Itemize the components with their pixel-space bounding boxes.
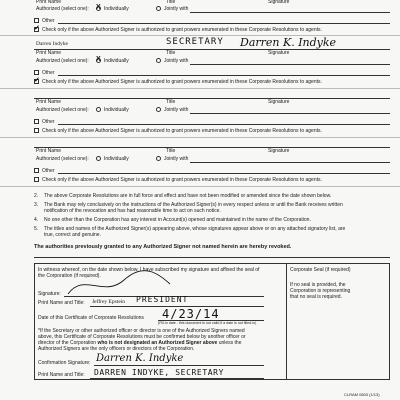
other-label-1: Other — [42, 18, 55, 24]
jointly-radio-3[interactable] — [156, 107, 161, 112]
clause-2-num: 2. — [34, 193, 39, 199]
secretary-note-1: *If the Secretary or other authorized officer or director is one of the Authorized Signers named — [38, 328, 245, 334]
clause-4-num: 4. — [34, 217, 39, 223]
signature-label-2: Signature — [268, 50, 290, 56]
jointly-label-3: Jointly with — [164, 107, 189, 113]
grant-check-mark-2: ✓ — [34, 77, 40, 84]
individually-label-4: Individually — [104, 156, 129, 162]
confirm-name-line — [90, 378, 264, 379]
secretary-note-3c: unless the — [217, 340, 242, 346]
witness-text-1: In witness whereof, on the date shown below, I have subscribed my signature and affixed the seal of — [38, 267, 260, 273]
print-name-typed: Jeffrey Epstein — [92, 299, 126, 305]
date-value: 4/23/14 — [162, 307, 220, 321]
authorized-label-4: Authorized (select one): — [36, 156, 89, 162]
separator-4 — [0, 186, 400, 187]
other-checkbox-2[interactable] — [34, 70, 39, 75]
jointly-radio-1[interactable] — [156, 6, 161, 11]
title-label-4: Title — [166, 148, 176, 154]
confirmation-signature-label: Confirmation Signature: — [38, 360, 91, 366]
jointly-label-1: Jointly with — [164, 6, 189, 12]
grant-checkbox-4[interactable] — [34, 177, 39, 182]
other-label-2: Other — [42, 70, 55, 76]
grant-label-2: Check only if the above Authorized Signer is authorized to grant powers enumerated in these Corporate Resolutions to agents. — [42, 79, 322, 85]
name-line-3 — [34, 98, 390, 99]
clause-3-num: 3. — [34, 202, 39, 208]
print-name-label-3: Print Name — [36, 99, 62, 105]
individually-radio-3[interactable] — [96, 107, 101, 112]
grant-label-1: Check only if the above Authorized Signer is authorized to grant powers enumerated in these Corporate Resolutions to agents. — [42, 27, 322, 33]
other-label-3: Other — [42, 119, 55, 125]
title-label-2: Title — [166, 50, 176, 56]
jointly-line-3 — [190, 113, 390, 114]
secretary-note-3a: director of the Corporation — [38, 340, 98, 346]
title-value-2: SECRETARY — [166, 37, 224, 47]
date-label: Date of this Certificate of Corporate Resolutions — [38, 315, 144, 321]
individually-radio-4[interactable] — [96, 156, 101, 161]
revoked-statement: The authorities previously granted to any Authorized Signer not named herein are hereby revoked. — [34, 244, 292, 250]
jointly-label-4: Jointly with — [164, 156, 189, 162]
witness-text-2: the Corporation (if required). — [38, 273, 101, 279]
individually-check-mark-2: X — [96, 56, 101, 63]
jointly-radio-2[interactable] — [156, 58, 161, 63]
separator-3 — [0, 137, 400, 138]
clause-5-text: The titles and names of the Authorized Signer(s) appearing above, whose signatures appear above or on any attached signatory list, are — [44, 226, 346, 232]
seal-note-2: Corporation is representing — [290, 288, 351, 294]
seal-title: Corporate Seal (if required) — [290, 267, 351, 273]
name-line-4 — [34, 147, 390, 148]
seal-divider — [286, 263, 287, 380]
certifier-signature-label: Signature: — [38, 291, 61, 297]
authorized-label-2: Authorized (select one): — [36, 58, 89, 64]
authorized-label-3: Authorized (select one): — [36, 107, 89, 113]
seal-note-1: If no seal is provided, the — [290, 282, 346, 288]
other-line-1 — [58, 23, 390, 24]
other-checkbox-4[interactable] — [34, 168, 39, 173]
individually-label-2: Individually — [104, 58, 129, 64]
other-checkbox-3[interactable] — [34, 119, 39, 124]
individually-label-3: Individually — [104, 107, 129, 113]
print-title-handwritten: PRESIDENT — [136, 295, 189, 304]
printed-name-value-2: Darren Indyke — [36, 41, 68, 47]
footer-code: CLRAM 0803 (1/13) — [344, 392, 380, 397]
authorized-label-1: Authorized (select one): — [36, 6, 89, 12]
clause-3-text-2: notification of the revocation and has had reasonable time to act on such notice. — [44, 208, 221, 214]
clause-5-text-2: true, correct and genuine. — [44, 232, 101, 238]
print-name-title-label: Print Name and Title: — [38, 300, 85, 306]
title-label-1: Title — [166, 0, 176, 5]
other-line-3 — [58, 124, 390, 125]
grant-label-4: Check only if the above Authorized Signer is authorized to grant powers enumerated in these Corporate Resolutions to agents. — [42, 177, 322, 183]
print-name-label-2: Print Name — [36, 50, 62, 56]
signature-value-2: Darren K. Indyke — [240, 36, 337, 49]
secretary-note-2: above, this Certificate of Corporate Resolutions must be confirmed below by another officer or — [38, 334, 246, 340]
individually-label-1: Individually — [104, 6, 129, 12]
signature-label-3: Signature — [268, 99, 290, 105]
jointly-radio-4[interactable] — [156, 156, 161, 161]
print-name-label-1: Print Name — [36, 0, 62, 5]
signature-label-1: Signature — [268, 0, 290, 5]
jointly-line-1 — [190, 12, 390, 13]
jointly-line-4 — [190, 162, 390, 163]
separator-1 — [0, 35, 400, 36]
secretary-note-4: Authorized Signers are the only officers or directors of the Corporation. — [38, 346, 195, 352]
other-checkbox-1[interactable] — [34, 18, 39, 23]
other-label-4: Other — [42, 168, 55, 174]
jointly-label-2: Jointly with — [164, 58, 189, 64]
individually-check-mark-1: X — [96, 4, 101, 11]
section-divider — [34, 257, 390, 258]
grant-check-mark-1: ✓ — [34, 25, 40, 32]
grant-checkbox-3[interactable] — [34, 128, 39, 133]
clause-3-text: The Bank may rely conclusively on the instructions of the Authorized Signer(s) in every respect unless or until the Bank receives written — [44, 202, 343, 208]
other-line-2 — [58, 75, 390, 76]
confirm-name-label: Print Name and Title: — [38, 372, 85, 378]
signature-label-4: Signature — [268, 148, 290, 154]
clause-2-text: The above Corporate Resolutions are in full force and effect and have not been modified or amended since the date shown below. — [44, 193, 332, 199]
jointly-line-2 — [190, 64, 390, 65]
confirm-name-value: DARREN INDYKE, SECRETARY — [94, 368, 224, 377]
separator-2 — [0, 88, 400, 89]
other-line-4 — [58, 173, 390, 174]
confirmation-signature-value: Darren K. Indyke — [96, 353, 184, 364]
secretary-note-3b: who is not designated an Authorized Signer above — [97, 340, 218, 346]
clause-5-num: 5. — [34, 226, 39, 232]
title-label-3: Title — [166, 99, 176, 105]
date-note: (Fill-in date - this document is not valid if a date is not filled-in) — [158, 321, 257, 325]
seal-note-3: that no seal is required. — [290, 294, 342, 300]
name-line-2 — [34, 49, 390, 50]
confirmation-signature-line — [94, 365, 264, 366]
print-name-label-4: Print Name — [36, 148, 62, 154]
grant-label-3: Check only if the above Authorized Signer is authorized to grant powers enumerated in these Corporate Resolutions to agents. — [42, 128, 322, 134]
clause-4-text: No one other than the Corporation has any interest in Account(s) opened and maintained in the name of the Corporation. — [44, 217, 311, 223]
